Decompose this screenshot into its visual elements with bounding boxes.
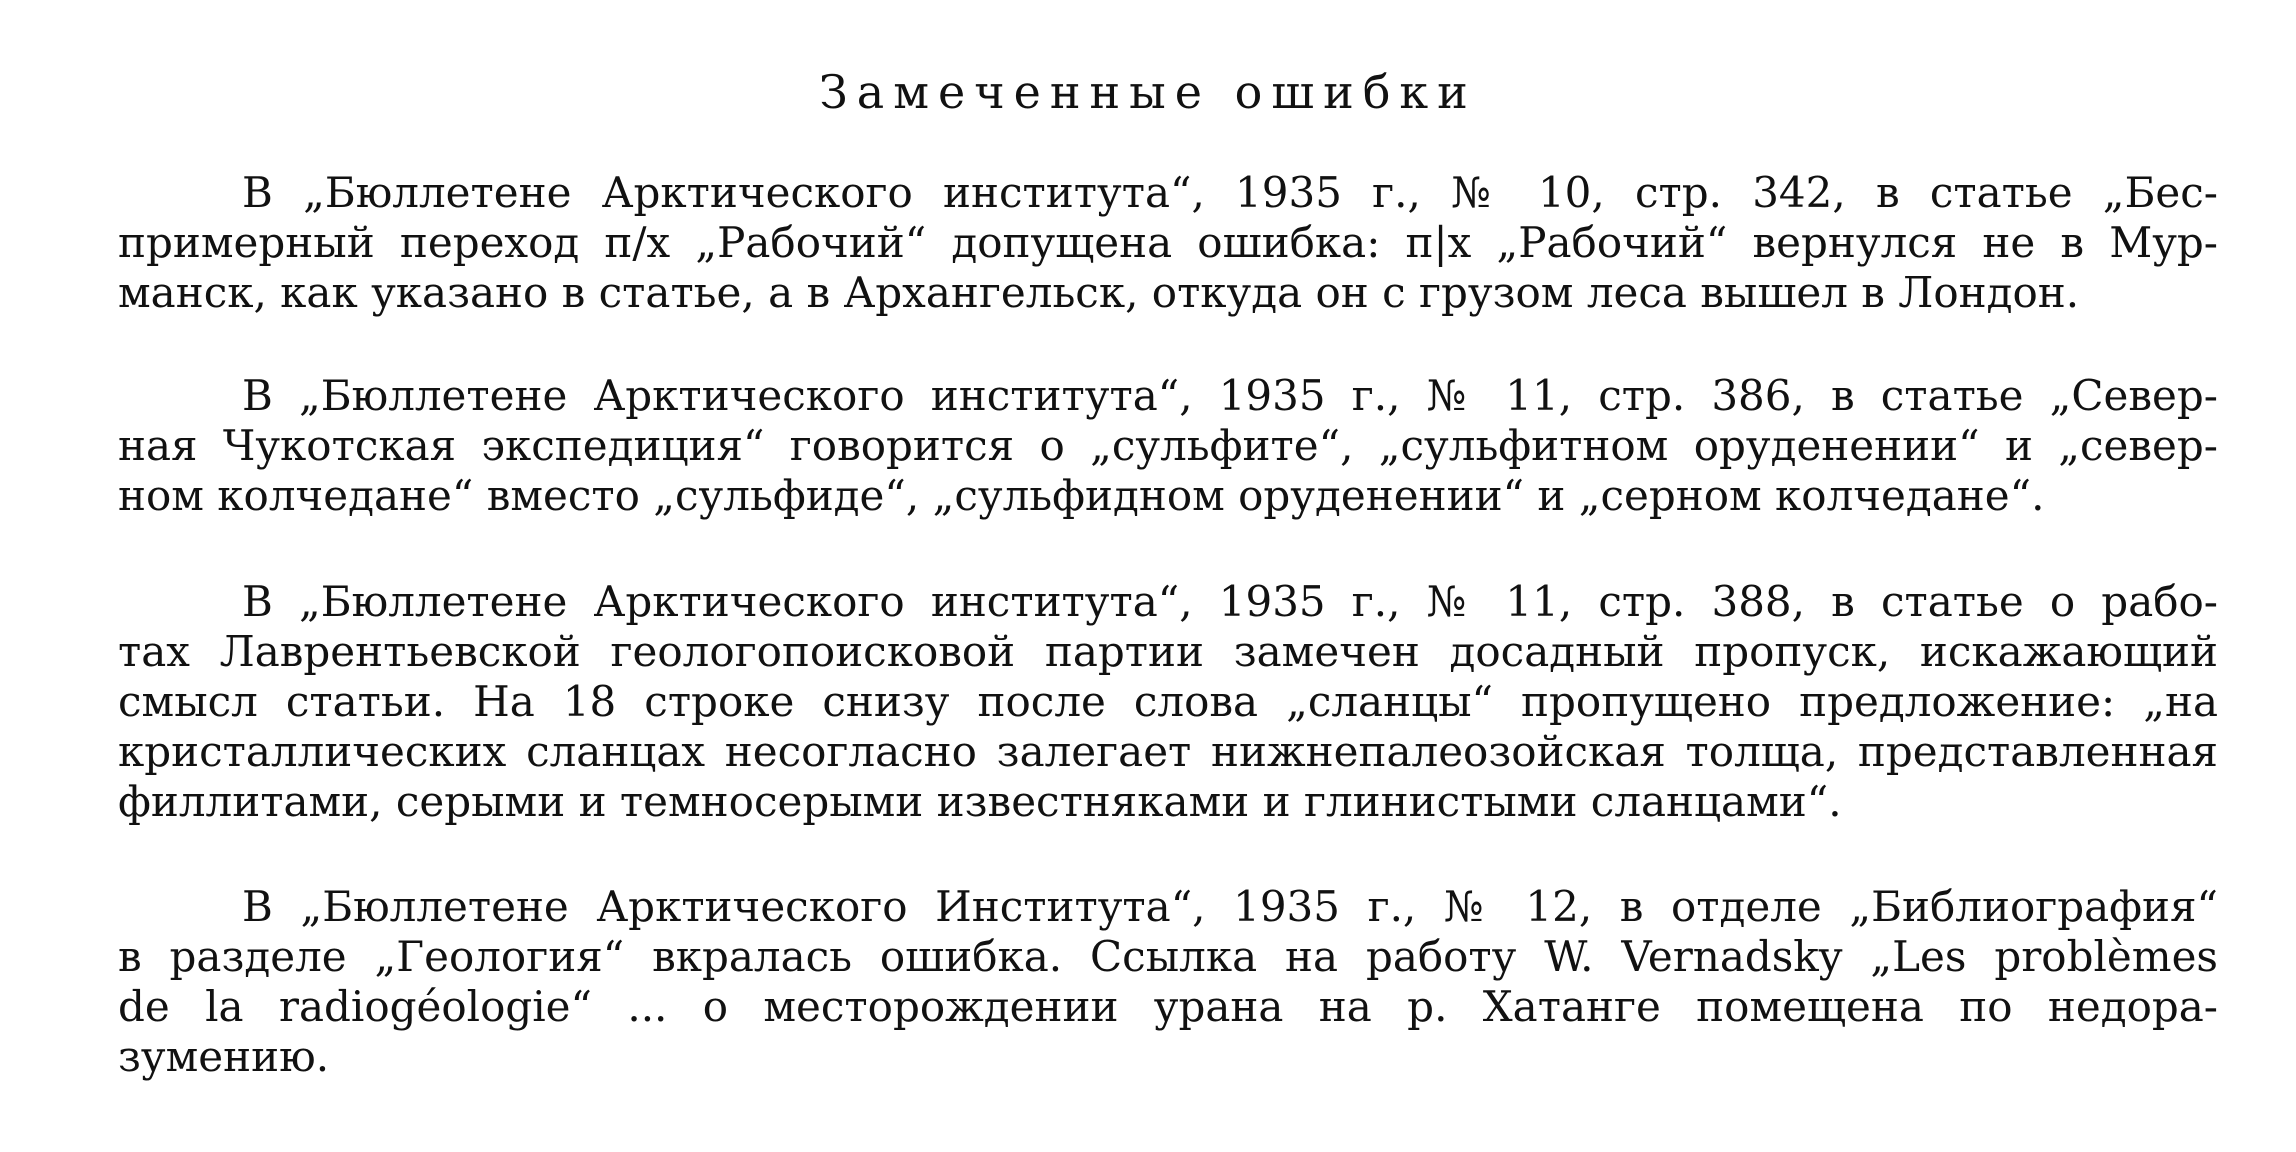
- text-line: зумению.: [118, 1032, 330, 1081]
- text-line: смысл статьи. На 18 строке снизу после слова „сланцы“ пропущено предложение: „на: [118, 677, 2218, 726]
- text-line: В „Бюллетене Арктического Института“, 1935 г., № 12, в отделе „Библиография“: [242, 882, 2218, 931]
- text-line: кристаллических сланцах несогласно залегает нижнепалеозойская толща, представленная: [118, 727, 2218, 776]
- erratum-paragraph-4: [118, 882, 2218, 1082]
- text-line: В „Бюллетене Арктического института“, 1935 г., № 11, стр. 388, в статье о рабо-: [242, 577, 2218, 626]
- text-line: В „Бюллетене Арктического института“, 1935 г., № 10, стр. 342, в статье „Бес-: [242, 168, 2218, 217]
- erratum-paragraph-2: [118, 371, 2218, 521]
- erratum-paragraph-1: [118, 168, 2218, 318]
- text-line: манск, как указано в статье, а в Архангельск, откуда он с грузом леса вышел в Лондон.: [118, 268, 2080, 317]
- text-line: ная Чукотская экспедиция“ говорится о „сульфите“, „сульфитном оруденении“ и „север-: [118, 421, 2218, 470]
- text-line: примерный переход п/х „Рабочий“ допущена ошибка: п|х „Рабочий“ вернулся не в Мур-: [118, 218, 2218, 267]
- text-line: de la radiogéologie“ ... о месторождении урана на р. Хатанге помещена по недора-: [118, 982, 2218, 1031]
- text-line: В „Бюллетене Арктического института“, 1935 г., № 11, стр. 386, в статье „Север-: [242, 371, 2218, 420]
- erratum-paragraph-3: [118, 577, 2218, 827]
- text-line: ном колчедане“ вместо „сульфиде“, „сульфидном оруденении“ и „серном колчедане“.: [118, 471, 2045, 520]
- text-line: тах Лаврентьевской геологопоисковой партии замечен досадный пропуск, искажающий: [118, 627, 2218, 676]
- text-line: филлитами, серыми и темносерыми известняками и глинистыми сланцами“.: [118, 777, 1842, 826]
- text-line: в разделе „Геология“ вкралась ошибка. Ссылка на работу W. Vernadsky „Les problèmes: [118, 932, 2218, 981]
- page-title: Замеченные ошибки: [819, 65, 1477, 119]
